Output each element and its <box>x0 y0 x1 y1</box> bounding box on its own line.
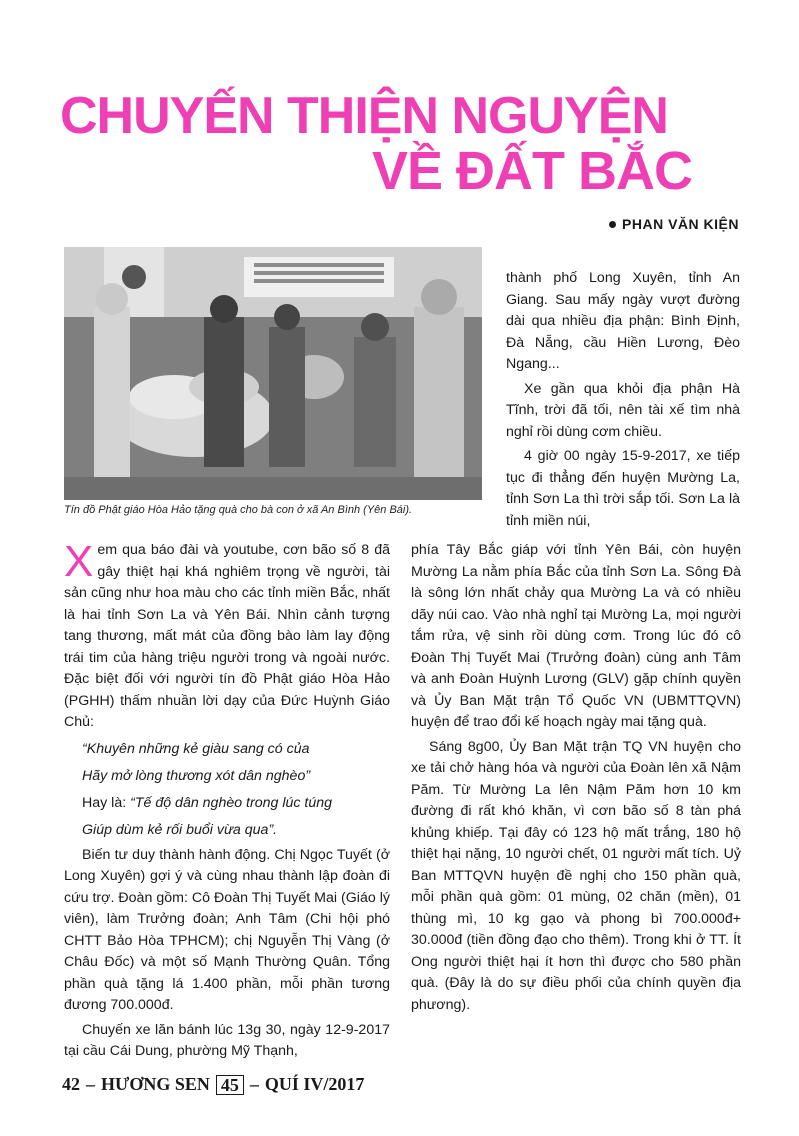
paragraph: Chuyến xe lăn bánh lúc 13g 30, ngày 12-9-2017 tại cầu Cái Dung, phường Mỹ Thạnh, <box>64 1021 390 1059</box>
column-top-right <box>506 268 740 535</box>
photo-caption: Tín đồ Phật giáo Hòa Hảo tặng quà cho bà con ở xã An Bình (Yên Bái). <box>64 504 413 516</box>
paragraph: phía Tây Bắc giáp với tỉnh Yên Bái, còn huyện Mường La nằm phía Bắc của tỉnh Sơn La. Sông Đà là sông lớn nhất chảy qua Mường La và có nhiều dãy núi cao. Vào nhà nghỉ tại Mường La, mọi người tắm rửa, vệ sinh rồi dùng cơm. Trong lúc đó cô Đoàn Thị Tuyết Mai (Trưởng đoàn) cùng anh Tâm và anh Đoàn Huỳnh Lương (GLV) gặp chính quyền và Ủy Ban Mặt trận Tổ Quốc VN (UBMTTQVN) huyện để trao đổi kế hoạch ngày mai tặng quà. <box>411 542 741 730</box>
paragraph: thành phố Long Xuyên, tỉnh An Giang. Sau mấy ngày vượt đường dài qua nhiều địa phận: Bình Định, Đà Nẵng, cầu Hiền Lương, Đèo Ngang... <box>506 270 740 372</box>
poem-line <box>64 791 390 815</box>
poem-line: “Khuyên những kẻ giàu sang có của <box>82 740 310 757</box>
magazine-name: HƯƠNG SEN <box>101 1074 210 1094</box>
page-number: 42 <box>62 1074 80 1094</box>
article-title-line2: VỀ ĐẤT BẮC <box>372 141 693 201</box>
issue-period: QUÍ IV/2017 <box>264 1074 365 1094</box>
column-left <box>64 537 390 1066</box>
footer-dash: – <box>86 1074 95 1094</box>
bullet-icon <box>609 221 616 228</box>
drop-cap: X <box>64 537 94 586</box>
poem-line: Giúp dùm kẻ rối buổi vừa qua”. <box>82 821 278 838</box>
poem-quote: “Tế độ dân nghèo trong lúc túng <box>130 794 333 811</box>
paragraph: Xe gần qua khỏi địa phận Hà Tĩnh, trời đã tối, nên tài xế tìm nhà nghỉ rồi dùng cơm chiều. <box>506 380 740 440</box>
issue-number: 45 <box>216 1075 244 1095</box>
column-right <box>411 540 741 1019</box>
footer-dash: – <box>249 1074 259 1094</box>
paragraph: Biến tư duy thành hành động. Chị Ngọc Tuyết (ở Long Xuyên) gợi ý và cùng nhau thành lập đoàn đi cứu trợ. Đoàn gồm: Cô Đoàn Thị Tuyết Mai (Giáo lý viên), làm Trưởng đoàn; Anh Tâm (Chi hội phó CHTT Bảo Hòa TPHCM); chị Nguyễn Thị Vàng (ở Châu Đốc) và một số Mạnh Thường Quân. Tổng phần quà tặng lá 1.400 phần, mỗi phần tương đương 700.000đ. <box>64 846 390 1013</box>
article-photo <box>64 247 482 500</box>
page-footer <box>62 1074 364 1095</box>
intro-text: em qua báo đài và youtube, cơn bão số 8 đã gây thiệt hại khá nghiêm trọng về người, tài sản cũng như hoa màu cho các tỉnh miền Bắc, nhất là hai tỉnh Sơn La và Yên Bái. Nhìn cảnh tượng tang thương, mất mát của đồng bào làm lay động trái tim của hàng triệu người trong và ngoài nước. Đặc biệt đối với người tín đồ Phật giáo Hòa Hảo (PGHH) thấm nhuần lời dạy của Đức Huỳnh Giáo Chủ: <box>64 542 390 730</box>
intro-paragraph <box>64 537 390 734</box>
article-title-line1: CHUYẾN THIỆN NGUYỆN <box>60 87 668 145</box>
paragraph: Sáng 8g00, Ủy Ban Mặt trận TQ VN huyện cho xe tải chở hàng hóa và người của Đoàn lên xã Nậm Păm. Từ Mường La lên Nậm Păm hơn 10 km đường đi rất khó khăn, vì cơn bão số 8 tàn phá khủng khiếp. Tại đây có 123 hộ mất trắng, 180 hộ thiệt hại nặng, 10 người chết, 01 người mất tích. Uỷ Ban MTTQVN huyện đề nghị cho 150 phần quà, mỗi phần quà gồm: 01 mùng, 02 chăn (mền), 01 thùng mì, 10 kg gạo và phong bì 700.000đ+ 30.000đ (tiền đồng đạo cho thêm). Trong khi ở TT. Ít Ong người thiệt hại ít hơn thì được cho 580 phần quà. (Đây là do sự điều phối của chính quyền địa phương). <box>411 738 741 1013</box>
poem-line: Hãy mở lòng thương xót dân nghèo” <box>82 767 311 784</box>
poem-prefix: Hay là: <box>82 794 131 811</box>
byline <box>609 216 739 232</box>
author-name: PHAN VĂN KIỆN <box>622 216 739 232</box>
photo-illustration <box>64 247 482 500</box>
paragraph: 4 giờ 00 ngày 15-9-2017, xe tiếp tục đi thẳng đến huyện Mường La, tỉnh Sơn La thì trời sắp tối. Sơn La là tỉnh miền núi, <box>506 448 740 529</box>
